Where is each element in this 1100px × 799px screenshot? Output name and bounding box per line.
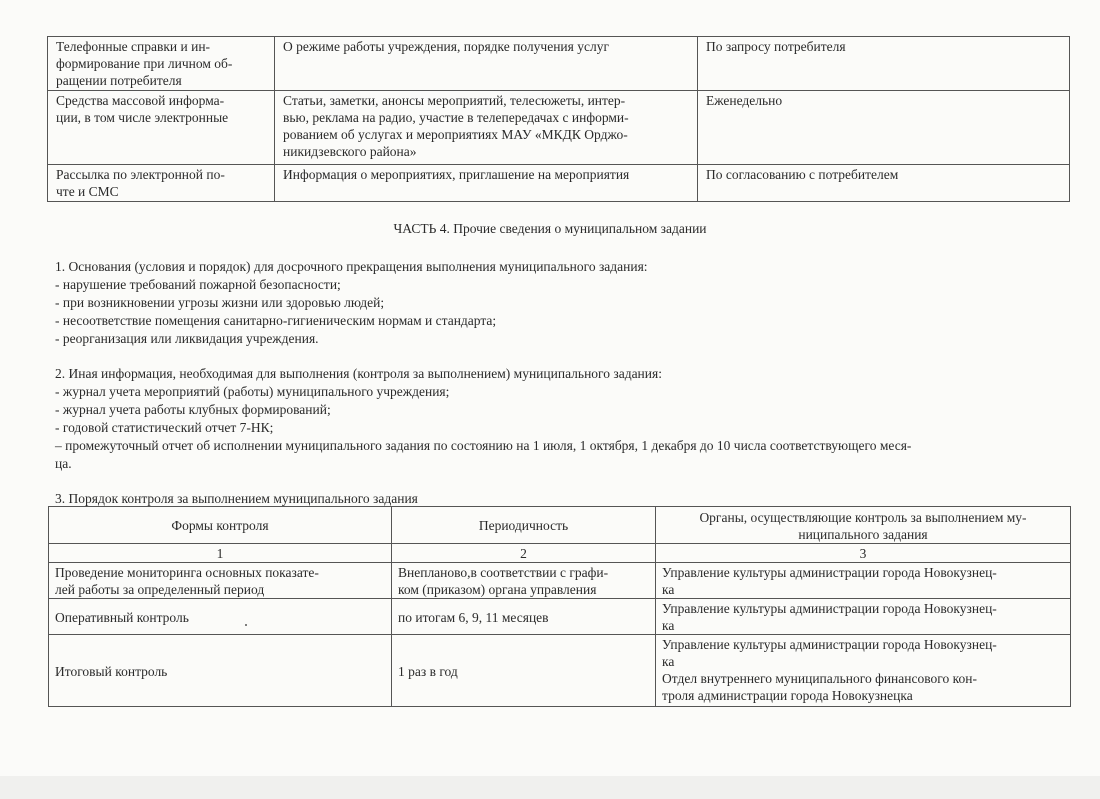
table-row	[48, 91, 1070, 165]
list-item: - журнал учета работы клубных формирований;	[55, 402, 331, 417]
table-cell: Телефонные справки и ин- формирование при личном об- ращении потребителя	[48, 37, 275, 91]
column-header: Органы, осуществляющие контроль за выполнением му- ниципального задания	[656, 507, 1071, 544]
table-cell: Информация о мероприятиях, приглашение на мероприятия	[275, 165, 698, 202]
column-header: Периодичность	[392, 507, 656, 544]
table-cell: По согласованию с потребителем	[698, 165, 1070, 202]
column-number-row	[49, 544, 1071, 563]
list-item: - журнал учета мероприятий (работы) муниципального учреждения;	[55, 384, 450, 399]
table-cell: Управление культуры администрации города Новокузнец- ка Отдел внутреннего муниципального финансового кон- троля администрации города Новокузнецка	[656, 635, 1071, 707]
table-cell: Управление культуры администрации города Новокузнец- ка	[656, 599, 1071, 635]
list-item: - реорганизация или ликвидация учреждения.	[55, 331, 319, 346]
column-number: 1	[49, 544, 392, 563]
table-row	[48, 37, 1070, 91]
table-row	[49, 599, 1071, 635]
list-item: - годовой статистический отчет 7-НК;	[55, 420, 274, 435]
table-cell: по итогам 6, 9, 11 месяцев	[392, 599, 656, 635]
list-item: - нарушение требований пожарной безопасности;	[55, 277, 341, 292]
column-number: 3	[656, 544, 1071, 563]
list-item: – промежуточный отчет об исполнении муниципального задания по состоянию на 1 июля, 1 октября, 1 декабря до 10 числа соответствующего меся- ца.	[55, 438, 912, 471]
table-row	[49, 635, 1071, 707]
list-item: - несоответствие помещения санитарно-гигиеническим нормам и стандарта;	[55, 313, 497, 328]
column-number: 2	[392, 544, 656, 563]
table-cell: Внепланово,в соответствии с графи- ком (приказом) органа управления	[392, 563, 656, 599]
table-cell: О режиме работы учреждения, порядке получения услуг	[275, 37, 698, 91]
table-row	[48, 165, 1070, 202]
scan-edge	[0, 776, 1100, 799]
column-header: Формы контроля	[49, 507, 392, 544]
table-header-row	[49, 507, 1071, 544]
section1-title: 1. Основания (условия и порядок) для досрочного прекращения выполнения муниципального задания:	[55, 259, 648, 274]
scan-speck	[245, 624, 247, 626]
table-cell: 1 раз в год	[392, 635, 656, 707]
table-cell: Еженедельно	[698, 91, 1070, 165]
informing-methods-table	[47, 36, 1070, 202]
table-cell: Проведение мониторинга основных показате- лей работы за определенный период	[49, 563, 392, 599]
table-cell: Средства массовой информа- ции, в том числе электронные	[48, 91, 275, 165]
part4-heading: ЧАСТЬ 4. Прочие сведения о муниципальном задании	[393, 221, 707, 236]
table-cell: Статьи, заметки, анонсы мероприятий, телесюжеты, интер- вью, реклама на радио, участие в телепередачах с информи- рованием об услугах и мероприятиях МАУ «МКДК Орджо- никидзевского района»	[275, 91, 698, 165]
control-procedure-table	[48, 506, 1071, 707]
table-cell: Рассылка по электронной по- чте и СМС	[48, 165, 275, 202]
table-cell: Управление культуры администрации города Новокузнец- ка	[656, 563, 1071, 599]
list-item: - при возникновении угрозы жизни или здоровью людей;	[55, 295, 385, 310]
section2-title: 2. Иная информация, необходимая для выполнения (контроля за выполнением) муниципального задания:	[55, 366, 662, 381]
section3-title: 3. Порядок контроля за выполнением муниципального задания	[55, 491, 418, 506]
table-cell: По запросу потребителя	[698, 37, 1070, 91]
table-cell: Итоговый контроль	[49, 635, 392, 707]
table-row	[49, 563, 1071, 599]
table-cell: Оперативный контроль	[49, 599, 392, 635]
